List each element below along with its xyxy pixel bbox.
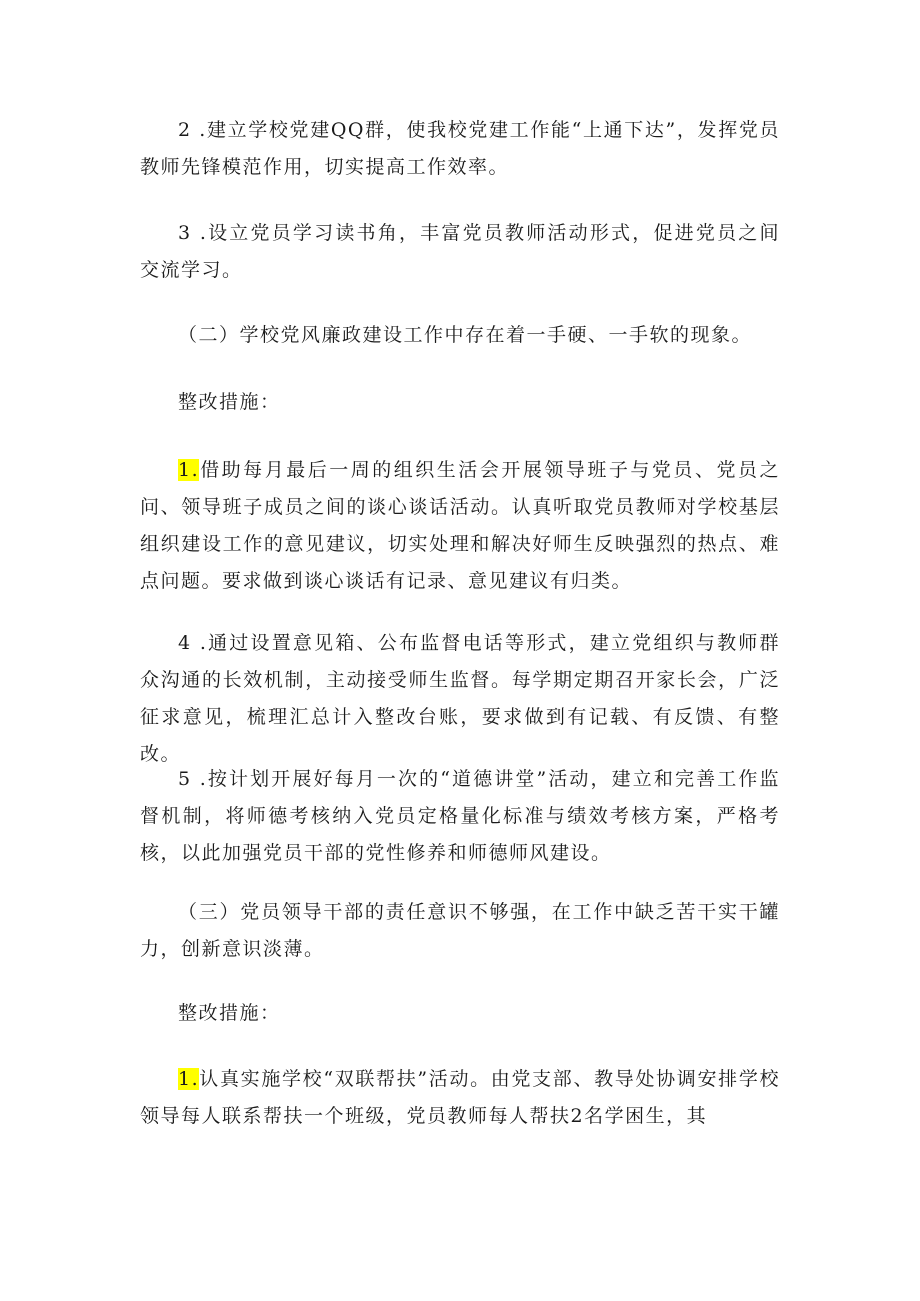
paragraph-item-2: [140, 112, 780, 186]
paragraph-item-1-second-highlighted: [140, 1061, 780, 1135]
paragraph-text: 4 .通过设置意见箱、公布监督电话等形式，建立党组织与教师群众沟通的长效机制，主动接受师生监督。每学期定期召开家长会，广泛征求意见，梳理汇总计入整改台账，要求做到有记载、有反馈、有整改。: [140, 632, 780, 765]
paragraph-item-3: [140, 215, 780, 289]
heading-text: （三）党员领导干部的责任意识不够强，在工作中缺乏苦干实干罐力，创新意识淡薄。: [140, 901, 780, 960]
highlighted-marker: 1.: [178, 1068, 200, 1090]
section-heading-2: [140, 317, 780, 354]
highlighted-marker: 1.: [178, 459, 200, 481]
heading-text: （二）学校党风廉政建设工作中存在着一手硬、一手软的现象。: [178, 324, 753, 346]
paragraph-text: 认真实施学校“双联帮扶”活动。由党支部、教导处协调安排学校领导每人联系帮扶一个班级，党员教师每人帮扶2名学困生，其: [140, 1068, 780, 1127]
paragraph-text: 3 .设立党员学习读书角，丰富党员教师活动形式，促进党员之间交流学习。: [140, 222, 780, 281]
paragraph-item-5: [140, 761, 780, 872]
rectification-label: [140, 384, 780, 421]
paragraph-text: 5 .按计划开展好每月一次的“道德讲堂”活动，建立和完善工作监督机制，将师德考核纳入党员定格量化标准与绩效考核方案，严格考核，以此加强党员干部的党性修养和师德师风建设。: [140, 768, 780, 864]
paragraph-item-1-highlighted: [140, 452, 780, 600]
paragraph-item-4: [140, 625, 780, 773]
paragraph-text: 借助每月最后一周的组织生活会开展领导班子与党员、党员之问、领导班子成员之间的谈心谈话活动。认真听取党员教师对学校基层组织建设工作的意见建议，切实处理和解决好师生反映强烈的热点、难点问题。要求做到谈心谈话有记录、意见建议有归类。: [140, 459, 780, 592]
paragraph-text: 2 .建立学校党建QQ群，使我校党建工作能“上通下达”，发挥党员教师先锋模范作用，切实提高工作效率。: [140, 119, 780, 178]
rectification-label-2: [140, 995, 780, 1032]
section-heading-3: [140, 894, 780, 968]
label-text: 整改措施：: [178, 391, 281, 413]
label-text: 整改措施：: [178, 1002, 281, 1024]
